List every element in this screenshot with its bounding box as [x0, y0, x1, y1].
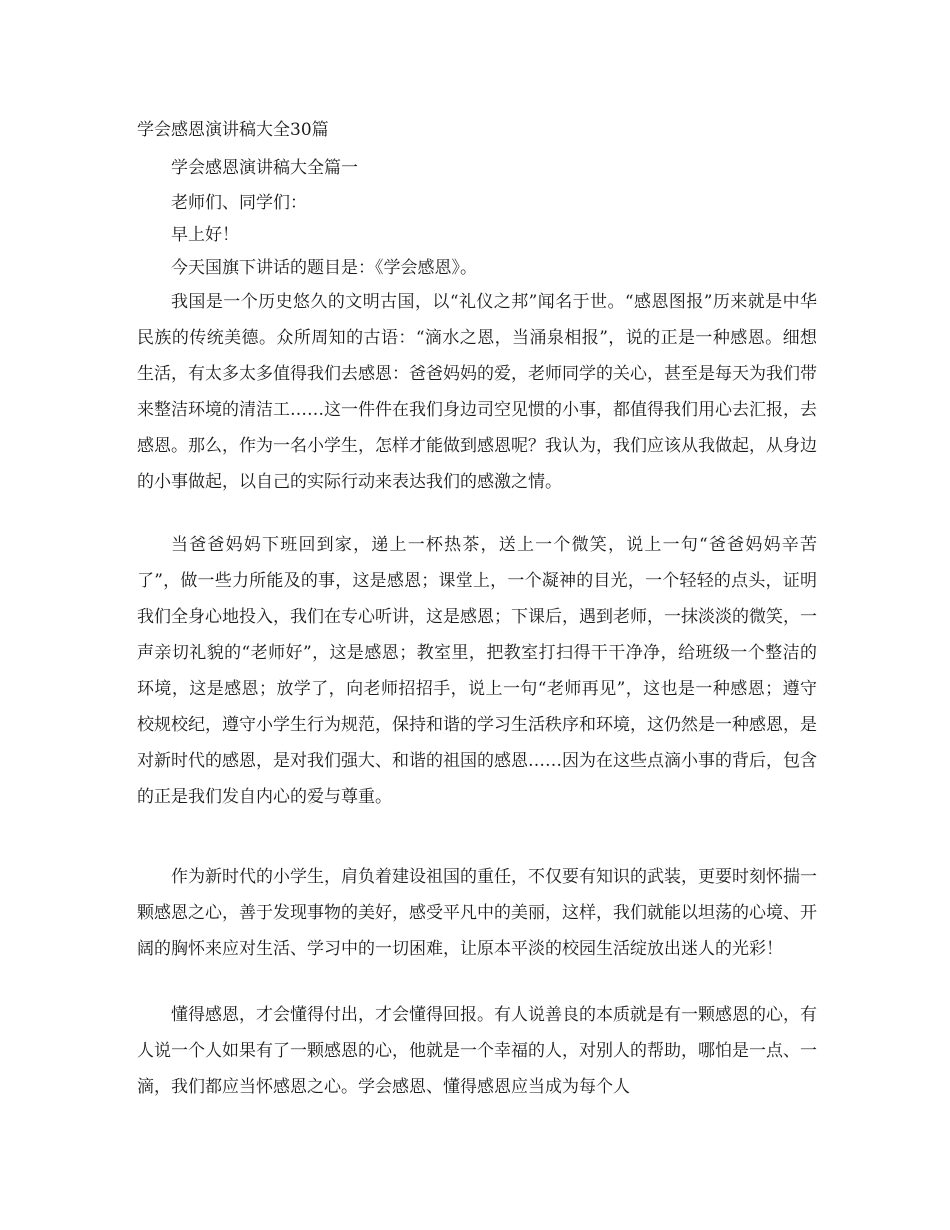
- greeting: 早上好！: [171, 225, 239, 245]
- salutation: 老师们、同学们：: [171, 193, 307, 213]
- paragraph-2: 当爸爸妈妈下班回到家，递上一杯热茶，送上一个微笑，说上一句“爸爸妈妈辛苦了”，做一些力所能及的事，这是感恩；课堂上，一个凝神的目光，一个轻轻的点头，证明我们全身心地投入，我们在专心听讲，这是感恩；下课后，遇到老师，一抹淡淡的微笑，一声亲切礼貌的“老师好”，这是感恩；教室里，把教室打扫得干干净净，给班级一个整洁的环境，这是感恩；放学了，向老师招招手，说上一句“老师再见”，这也是一种感恩；遵守校规校纪，遵守小学生行为规范，保持和谐的学习生活秩序和环境，这仍然是一种感恩，是对新时代的感恩，是对我们强大、和谐的祖国的感恩……因为在这些点滴小事的背后，包含的正是我们发自内心的爱与尊重。: [137, 535, 817, 807]
- paragraph-1: 我国是一个历史悠久的文明古国，以“礼仪之邦”闻名于世。“感恩图报”历来就是中华民族的传统美德。众所周知的古语：“滴水之恩，当涌泉相报”，说的正是一种感恩。细想生活，有太多太多值得我们去感恩：爸爸妈妈的爱，老师同学的关心，甚至是每天为我们带来整洁环境的清洁工……这一件件在我们身边司空见惯的小事，都值得我们用心去汇报，去感恩。那么，作为一名小学生，怎样才能做到感恩呢？我认为，我们应该从我做起，从身边的小事做起，以自己的实际行动来表达我们的感激之情。: [137, 292, 817, 492]
- section-heading: 学会感恩演讲稿大全篇一: [171, 158, 358, 178]
- topic-line: 今天国旗下讲话的题目是：《学会感恩》。: [171, 258, 477, 278]
- paragraph-4: 懂得感恩，才会懂得付出，才会懂得回报。有人说善良的本质就是有一颗感恩的心，有人说一个人如果有了一颗感恩的心，他就是一个幸福的人，对别人的帮助，哪怕是一点、一滴，我们都应当怀感恩之心。学会感恩、懂得感恩应当成为每个人: [137, 1005, 817, 1097]
- document-title: 学会感恩演讲稿大全30篇: [137, 120, 329, 140]
- paragraph-3: 作为新时代的小学生，肩负着建设祖国的重任，不仅要有知识的武装，更要时刻怀揣一颗感恩之心，善于发现事物的美好，感受平凡中的美丽，这样，我们就能以坦荡的心境、开阔的胸怀来应对生活、学习中的一切困难，让原本平淡的校园生活绽放出迷人的光彩！: [137, 867, 817, 959]
